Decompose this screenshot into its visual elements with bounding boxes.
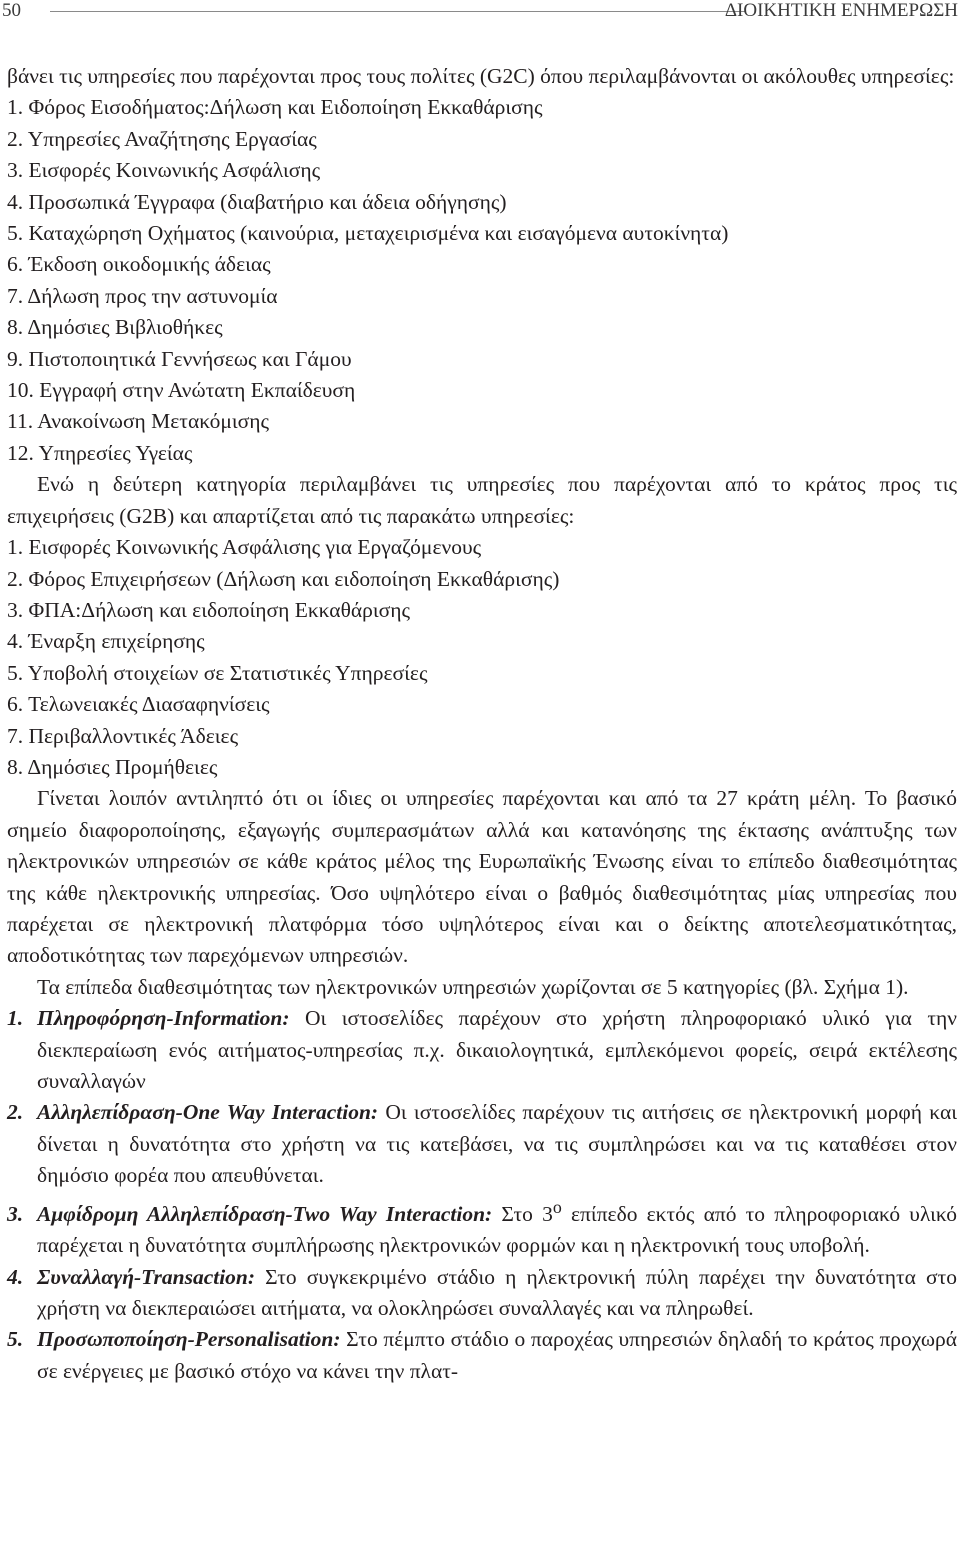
intro-paragraph: βάνει τις υπηρεσίες που παρέχονται προς τους πολίτες (G2C) όπου περιλαμβάνονται οι ακόλουθες υπηρεσίες: — [7, 64, 955, 88]
level-item-transaction — [7, 1262, 957, 1325]
level-term: Αλληλεπίδραση-One Way Interaction: — [37, 1100, 379, 1125]
page-number: 50 — [2, 0, 21, 21]
level-description: επίπεδο εκτός από το πληροφοριακό υλικό παρέχεται η δυνατότητα συμπλήρωσης ηλεκτρονικών φορμών και η ηλεκτρονική τους υποβολή. — [37, 1201, 957, 1258]
list-item: 3. Εισφορές Κοινωνικής Ασφάλισης — [7, 158, 321, 183]
header-rule — [50, 11, 746, 12]
g2b-intro-paragraph: Ενώ η δεύτερη κατηγορία περιλαμβάνει τις υπηρεσίες που παρέχονται από το κράτος προς τις επιχειρήσεις (G2B) και απαρτίζεται από τις παρακάτω υπηρεσίες: — [7, 472, 957, 528]
level-term: Προσωποποίηση-Personalisation: — [37, 1327, 341, 1352]
level-number: 4. — [7, 1264, 24, 1289]
list-item: 3. ΦΠΑ:Δήλωση και ειδοποίηση Εκκαθάρισης — [7, 597, 410, 622]
list-item: 8. Δημόσιες Προμήθειες — [7, 754, 218, 779]
list-item: 1. Εισφορές Κοινωνικής Ασφάλισης για Εργαζόμενους — [7, 535, 482, 560]
ordinal-superscript: ο — [552, 1196, 562, 1217]
level-number: 5. — [7, 1327, 24, 1352]
level-description: Στο συγκεκριμένο στάδιο η ηλεκτρονική πύλη παρέχει την δυνατότητα στο χρήστη να διεκπεραιώσει αιτήματα, να ολοκληρώσει συναλλαγές και να πληρωθεί. — [37, 1264, 957, 1320]
list-item: 10. Εγγραφή στην Ανώτατη Εκπαίδευση — [7, 378, 356, 403]
level-term: Αμφίδρομη Αλληλεπίδραση-Two Way Interaction: — [37, 1201, 493, 1226]
levels-intro-paragraph: Τα επίπεδα διαθεσιμότητας των ηλεκτρονικών υπηρεσιών χωρίζονται σε 5 κατηγορίες (βλ. Σχήμα 1). — [37, 974, 909, 999]
list-item: 6. Έκδοση οικοδομικής άδειας — [7, 252, 271, 277]
availability-paragraph: Γίνεται λοιπόν αντιληπτό ότι οι ίδιες οι υπηρεσίες παρέχονται και από τα 27 κράτη μέλη. Το βασικό σημείο διαφοροποίησης, εξαγωγής συμπερασμάτων αλλά και κατανόησης της έκτασης ανάπτυξης των ηλεκτρονικών υπηρεσιών σε κάθε κράτος μέλος της Ευρωπαϊκής Ένωσης είναι το επίπεδο διαθεσιμότητας της κάθε ηλεκτρονικής υπηρεσίας. Όσο υψηλότερο είναι ο βαθμός διαθεσιμότητας μίας υπηρεσίας που παρέχεται σε ηλεκτρονική πλατφόρμα τόσο υψηλότερος είναι και ο δείκτης αποτελεσματικότητας, αποδοτικότητας των παρεχόμενων υπηρεσιών. — [7, 786, 957, 968]
list-item: 7. Περιβαλλοντικές Άδειες — [7, 723, 239, 748]
level-item-personalisation — [7, 1324, 957, 1387]
list-item: 4. Προσωπικά Έγγραφα (διαβατήριο και άδεια οδήγησης) — [7, 189, 507, 214]
list-item: 4. Έναρξη επιχείρησης — [7, 629, 205, 654]
list-item: 11. Ανακοίνωση Μετακόμισης — [7, 409, 269, 434]
level-number: 1. — [7, 1006, 24, 1031]
g2c-list — [7, 92, 957, 469]
page-body — [7, 61, 957, 1387]
level-item-two-way-interaction — [7, 1192, 957, 1262]
level-item-one-way-interaction — [7, 1097, 957, 1191]
level-description: Οι ιστοσελίδες παρέχουν στο χρήστη πληροφοριακό υλικό για την διεκπεραίωση ενός αιτήματος-υπηρεσίας π.χ. δικαιολογητικά, εμπλεκόμενοι φορείς, σειρά εκτέλεσης συναλλαγών — [37, 1006, 957, 1093]
level-description: Στο πέμπτο στάδιο ο παροχέας υπηρεσιών δηλαδή το κράτος προχωρά σε ενέργειες με βασικό στόχο να κάνει την πλατ- — [37, 1327, 957, 1383]
list-item: 5. Υποβολή στοιχείων σε Στατιστικές Υπηρεσίες — [7, 660, 428, 685]
running-head: ΔΙΟΙΚΗΤΙΚΗ ΕΝΗΜΕΡΩΣΗ — [724, 0, 958, 21]
list-item: 8. Δημόσιες Βιβλιοθήκες — [7, 315, 223, 340]
level-term: Συναλλαγή-Transaction: — [37, 1264, 256, 1289]
list-item: 9. Πιστοποιητικά Γεννήσεως και Γάμου — [7, 346, 352, 371]
level-description-start: Στο 3 — [492, 1201, 553, 1226]
list-item: 5. Καταχώρηση Οχήματος (καινούρια, μεταχειρισμένα και εισαγόμενα αυτοκίνητα) — [7, 221, 729, 246]
level-description: Οι ιστοσελίδες παρέχουν τις αιτήσεις σε ηλεκτρονική μορφή και δίνεται η δυνατότητα στο χρήστη να τις κατεβάσει, να τις συμπληρώσει και να τις καταθέσει στον δημόσιο φορέα που απευθύνεται. — [37, 1100, 957, 1188]
level-number: 2. — [7, 1100, 24, 1125]
page-header — [0, 0, 960, 30]
level-term: Πληροφόρηση-Information: — [37, 1006, 290, 1031]
list-item: 1. Φόρος Εισοδήματος:Δήλωση και Ειδοποίηση Εκκαθάρισης — [7, 95, 543, 120]
list-item: 2. Υπηρεσίες Αναζήτησης Εργασίας — [7, 126, 317, 151]
g2b-list — [7, 532, 957, 783]
list-item: 2. Φόρος Επιχειρήσεων (Δήλωση και ειδοποίηση Εκκαθάρισης) — [7, 566, 560, 591]
list-item: 12. Υπηρεσίες Υγείας — [7, 440, 193, 465]
list-item: 7. Δήλωση προς την αστυνομία — [7, 283, 278, 308]
list-item: 6. Τελωνειακές Διασαφηνίσεις — [7, 692, 270, 717]
level-number: 3. — [7, 1201, 24, 1226]
level-item-information — [7, 1003, 957, 1097]
